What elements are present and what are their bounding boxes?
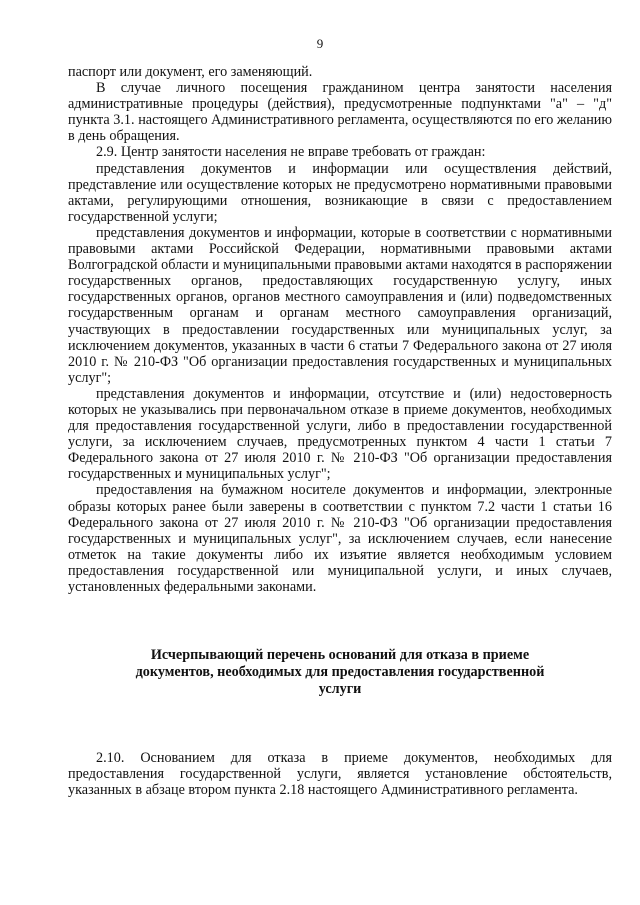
paragraph: представления документов и информации, отсутствие и (или) недостоверность которых не указывались при первоначальном отказе в приеме документов, необходимых для предоставления государственной услуги, либо в предоставлении государственной услуги, за исключением случаев, предусмотренных пунктом 4 части 1 статьи 7 Федерального закона от 27 июля 2010 г. № 210-ФЗ "Об организации предоставления государственных и муниципальных услуг"; [68, 385, 612, 483]
document-body [68, 64, 612, 798]
paragraph: 2.10. Основанием для отказа в приеме документов, необходимых для предоставления государственной услуги, является установление обстоятельств, указанных в абзаце втором пункта 2.18 настоящего Административного регламента. [68, 750, 612, 799]
paragraph: 2.9. Центр занятости населения не вправе требовать от граждан: [96, 144, 486, 161]
paragraph: представления документов и информации, которые в соответствии с нормативными правовыми актами Российской Федерации, нормативными правовыми актами Волгоградской области и муниципальными правовыми актами находятся в распоряжении государственных органов, предоставляющих государственную услугу, иных государственных органов, органов местного самоуправления и (или) подведомственных государственным органам и органам местного самоуправления организаций, участвующих в предоставлении государственных или муниципальных услуг, за исключением документов, указанных в части 6 статьи 7 Федерального закона от 27 июля 2010 г. № 210-ФЗ "Об организации предоставления государственных и муниципальных услуг"; [68, 224, 612, 386]
paragraph: представления документов и информации или осуществления действий, представление или осуществление которых не предусмотрено нормативными правовыми актами, регулирующими отношения, возникающие в связи с предоставлением государственной услуги; [68, 160, 612, 225]
paragraph: В случае личного посещения гражданином центра занятости населения административные процедуры (действия), предусмотренные подпунктами "а" – "д" пункта 3.1. настоящего Административного регламента, осуществляются по его желанию в день обращения. [68, 80, 612, 145]
section-heading: Исчерпывающий перечень оснований для отказа в приеме документов, необходимых для предоставления государственной услуги [135, 647, 545, 698]
page-number: 9 [316, 36, 324, 51]
paragraph: предоставления на бумажном носителе документов и информации, электронные образы которых ранее были заверены в соответствии с пунктом 7.2 части 1 статьи 16 Федерального закона от 27 июля 2010 г. № 210-ФЗ "Об организации предоставления государственных и муниципальных услуг", за исключением случаев, если нанесение отметок на такие документы либо их изъятие является необходимым условием предоставления государственной или муниципальной услуги, и иных случаев, установленных федеральными законами. [68, 482, 612, 595]
paragraph: паспорт или документ, его заменяющий. [68, 64, 313, 80]
